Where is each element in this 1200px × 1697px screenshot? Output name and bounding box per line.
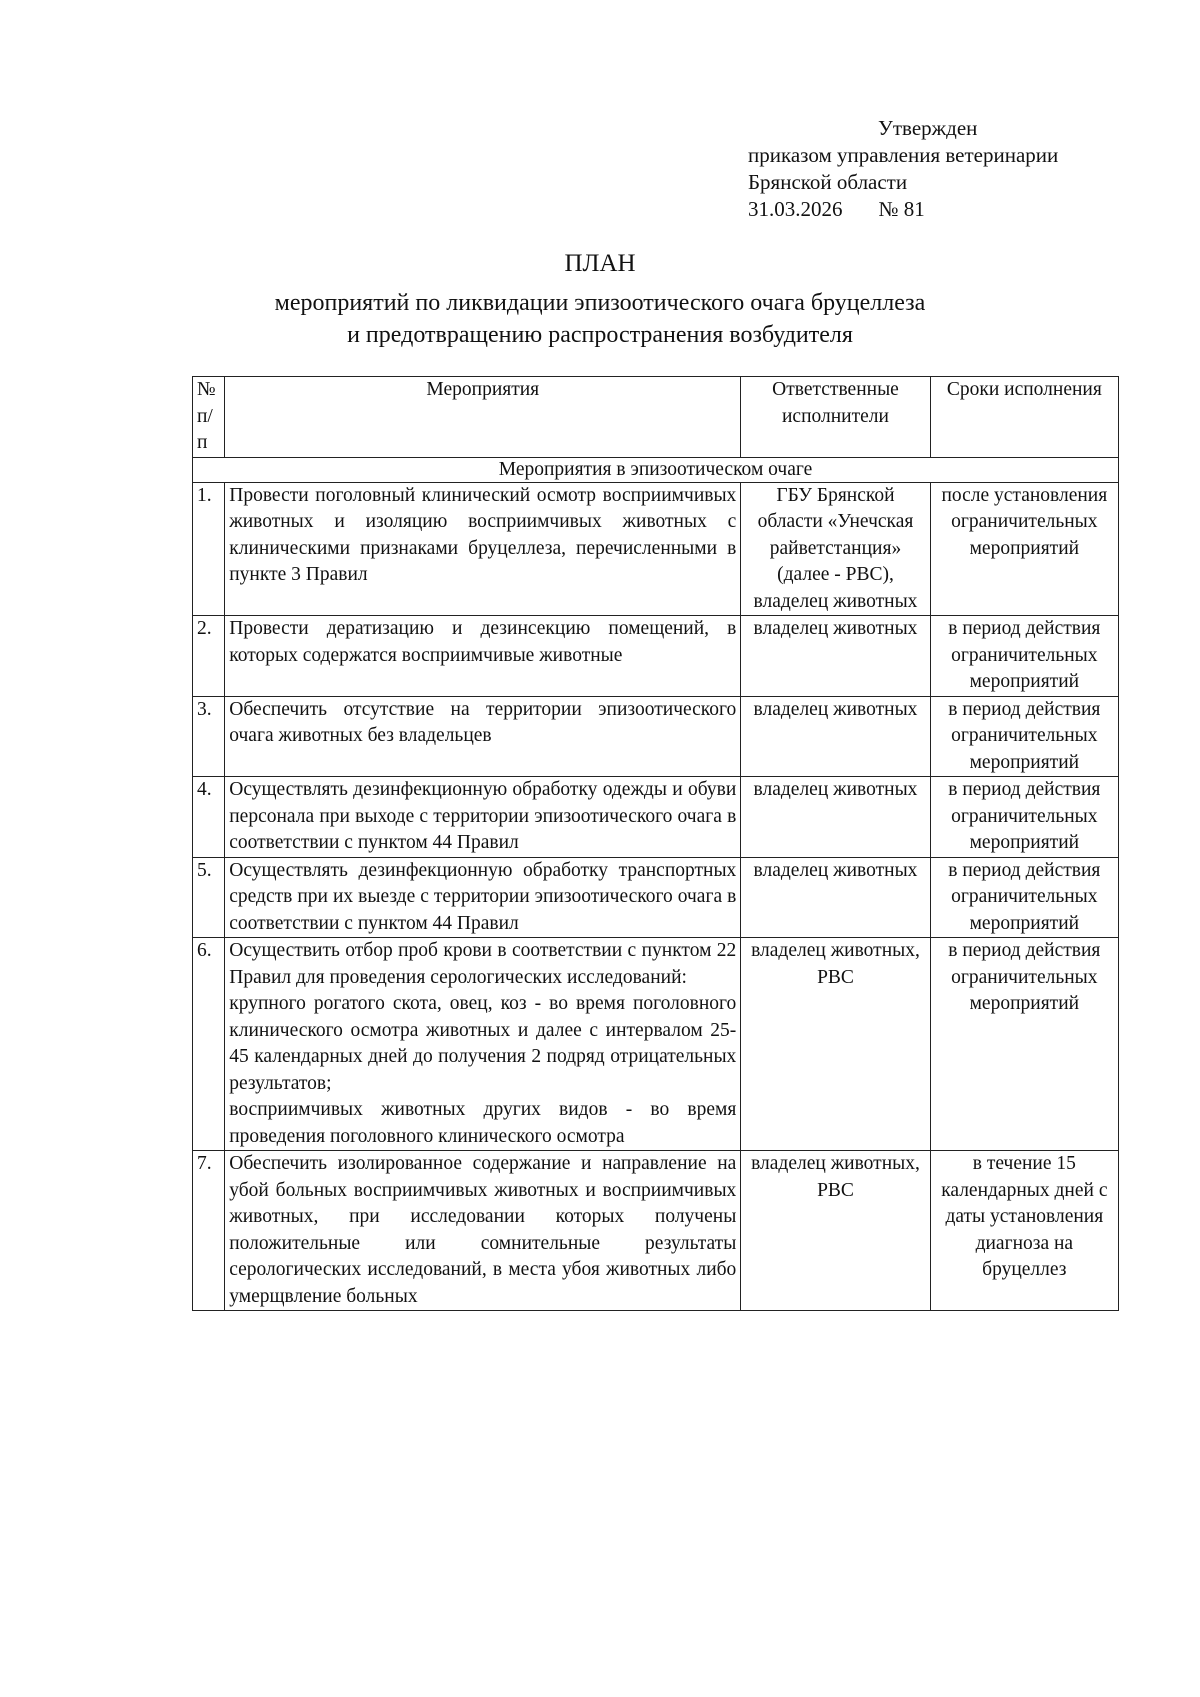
- row-activity-part-3: восприимчивых животных других видов - во время проведения поголовного клинического осмотра: [229, 1099, 737, 1147]
- approval-number: № 81: [878, 197, 925, 221]
- row-activity: Осуществлять дезинфекционную обработку одежды и обуви персонала при выходе с территории эпизоотического очага в соответствии с пунктом 44 Правил: [225, 777, 741, 858]
- table-row: [193, 696, 1119, 777]
- row-terms: в период действия ограничительных мероприятий: [930, 777, 1118, 858]
- row-num: 5.: [193, 857, 225, 938]
- row-activity-part-1: Осуществить отбор проб крови в соответствии с пунктом 22 Правил для проведения серологических исследований:: [229, 940, 737, 988]
- table-row: [193, 777, 1119, 858]
- row-num: 6.: [193, 938, 225, 1151]
- header-activity: Мероприятия: [225, 377, 741, 458]
- row-activity: [225, 938, 741, 1151]
- document-title: ПЛАН: [564, 250, 636, 277]
- row-executors: ГБУ Брянской области «Унечская райветстанция» (далее - РВС), владелец животных: [741, 482, 930, 616]
- approval-order: приказом управления ветеринарии: [748, 143, 1059, 167]
- table-row: [193, 938, 1119, 1151]
- section-row: [193, 457, 1119, 482]
- approval-region: Брянской области: [748, 170, 908, 194]
- document-subtitle: [0, 287, 1200, 351]
- row-activity: Провести поголовный клинический осмотр восприимчивых животных и изоляцию восприимчивых животных с клиническими признаками бруцеллеза, перечисленными в пункте 3 Правил: [225, 482, 741, 616]
- table-row: [193, 616, 1119, 697]
- row-num: 1.: [193, 482, 225, 616]
- row-num: 4.: [193, 777, 225, 858]
- row-activity: Осуществлять дезинфекционную обработку транспортных средств при их выезде с территории эпизоотического очага в соответствии с пунктом 44 Правил: [225, 857, 741, 938]
- row-terms: в период действия ограничительных мероприятий: [930, 857, 1118, 938]
- table-row: [193, 857, 1119, 938]
- row-activity-part-2: крупного рогатого скота, овец, коз - во время поголовного клинического осмотра животных и далее с интервалом 25- 45 календарных дней до получения 2 подряд отрицательных результатов;: [229, 993, 737, 1094]
- header-terms: Сроки исполнения: [930, 377, 1118, 458]
- section-title: Мероприятия в эпизоотическом очаге: [193, 457, 1119, 482]
- plan-table: [192, 376, 1119, 1311]
- row-executors: владелец животных, РВС: [741, 1151, 930, 1311]
- row-num: 2.: [193, 616, 225, 697]
- approval-date-number: [748, 196, 1058, 223]
- approval-block: [748, 115, 1058, 223]
- row-terms: в период действия ограничительных мероприятий: [930, 938, 1118, 1151]
- subtitle-line-1: мероприятий по ликвидации эпизоотического очага бруцеллеза: [274, 290, 926, 316]
- table-row: [193, 482, 1119, 616]
- row-executors: владелец животных: [741, 777, 930, 858]
- row-activity: Провести дератизацию и дезинсекцию помещений, в которых содержатся восприимчивые животные: [225, 616, 741, 697]
- row-terms: в течение 15 календарных дней с даты установления диагноза на бруцеллез: [930, 1151, 1118, 1311]
- table-row: [193, 1151, 1119, 1311]
- row-executors: владелец животных: [741, 616, 930, 697]
- approval-date: 31.03.2026: [748, 197, 843, 221]
- row-terms: в период действия ограничительных мероприятий: [930, 616, 1118, 697]
- row-executors: владелец животных, РВС: [741, 938, 930, 1151]
- row-activity: Обеспечить изолированное содержание и направление на убой больных восприимчивых животных и восприимчивых животных, при исследовании которых получены положительные или сомнительные результаты серологических исследований, в места убоя животных либо умерщвление больных: [225, 1151, 741, 1311]
- row-num: 3.: [193, 696, 225, 777]
- row-activity: Обеспечить отсутствие на территории эпизоотического очага животных без владельцев: [225, 696, 741, 777]
- approval-title: Утвержден: [878, 116, 978, 140]
- header-num: № п/п: [193, 377, 225, 458]
- row-terms: после установления ограничительных мероприятий: [930, 482, 1118, 616]
- row-num: 7.: [193, 1151, 225, 1311]
- row-executors: владелец животных: [741, 857, 930, 938]
- table-header-row: [193, 377, 1119, 458]
- row-terms: в период действия ограничительных мероприятий: [930, 696, 1118, 777]
- row-executors: владелец животных: [741, 696, 930, 777]
- subtitle-line-2: и предотвращению распространения возбудителя: [347, 322, 853, 348]
- header-executors: Ответственные исполнители: [741, 377, 930, 458]
